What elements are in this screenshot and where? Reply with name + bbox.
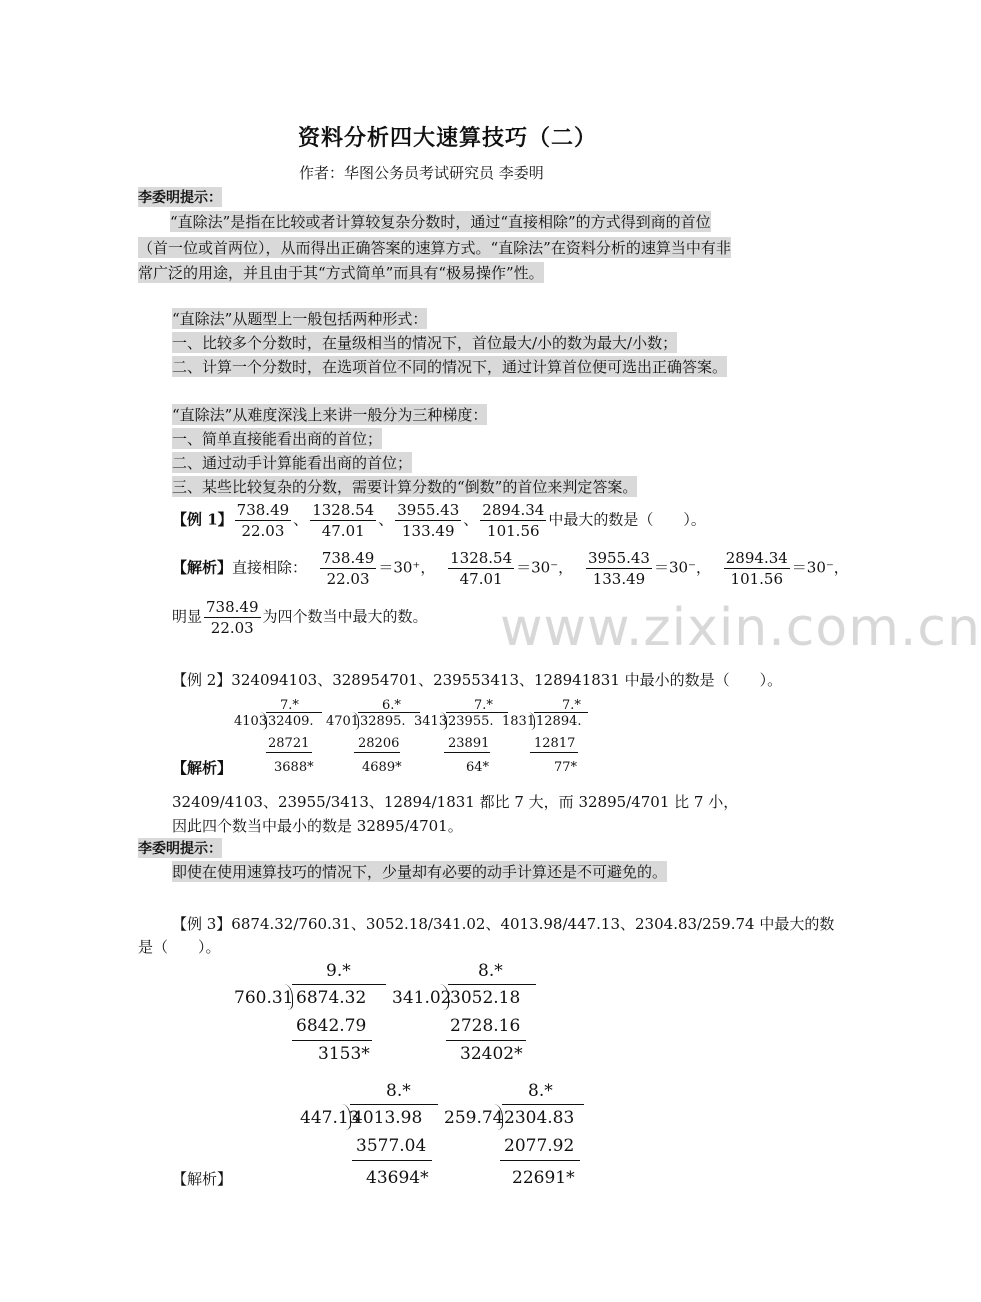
- intro-line-1: “直除法”是指在比较或者计算较复杂分数时，通过“直接相除”的方式得到商的首位: [170, 213, 711, 231]
- fraction: $\frac{2894.34}{101.56}$: [725, 549, 788, 588]
- example-3-question-1: 【例 3】6874.32/760.31、3052.18/341.02、4013.98/447.13、2304.83/259.74 中最大的数: [172, 915, 835, 933]
- example-1-question: 【例 1】 $\frac{738.49}{22.03}$ 、 $\frac{1328.54}{47.01}$ 、 $\frac{3955.43}{133.49}$ 、 $\frac{2894.34}{101.56}$ 中最大的数是（ ）。: [172, 501, 706, 540]
- example-3-analysis-label: 【解析】: [172, 1170, 233, 1188]
- levels-item-1: 一、简单直接能看出商的首位；: [172, 430, 383, 448]
- forms-heading: “直除法”从题型上一般包括两种形式：: [172, 310, 428, 328]
- levels-item-3: 三、某些比较复杂的分数，需要计算分数的“倒数”的首位来判定答案。: [172, 478, 638, 496]
- fraction: $\frac{1328.54}{47.01}$: [450, 549, 513, 588]
- example-3-question-2: 是（ ）。: [138, 938, 221, 956]
- example-1-conclusion: 明显 $\frac{738.49}{22.03}$ 为四个数当中最大的数。: [172, 598, 428, 637]
- fraction: $\frac{3955.43}{133.49}$: [397, 501, 460, 540]
- levels-heading: “直除法”从难度深浅上来讲一般分为三种梯度：: [172, 406, 488, 424]
- fraction: $\frac{1328.54}{47.01}$: [312, 501, 375, 540]
- author-line: 作者：华图公务员考试研究员 李委明: [299, 164, 544, 182]
- fraction: $\frac{738.49}{22.03}$: [321, 549, 375, 588]
- example-2-conclusion-2: 因此四个数当中最小的数是 32895/4701。: [172, 817, 463, 835]
- page-title: 资料分析四大速算技巧（二）: [298, 125, 598, 151]
- example-1-analysis: 【解析】直接相除： $\frac{738.49}{22.03}$ ＝30⁺， $\frac{1328.54}{47.01}$ ＝30⁻， $\frac{3955.43}{133.49}$ ＝30⁻， $\frac{2894.34}{101.56}$ ＝30⁻，: [172, 549, 849, 588]
- tip-label: 李委明提示：: [138, 838, 222, 858]
- fraction: $\frac{738.49}{22.03}$: [206, 598, 259, 637]
- fraction: $\frac{3955.43}{133.49}$: [587, 549, 650, 588]
- example-2-analysis-label: 【解析】: [172, 759, 233, 777]
- watermark: www.zixin.com.cn: [500, 598, 981, 658]
- forms-item-2: 二、计算一个分数时，在选项首位不同的情况下，通过计算首位便可选出正确答案。: [172, 358, 728, 376]
- intro-line-2: （首一位或首两位），从而得出正确答案的速算方式。“直除法”在资料分析的速算当中有非: [138, 239, 731, 257]
- example-2-conclusion-1: 32409/4103、23955/3413、12894/1831 都比 7 大，而 32895/4701 比 7 小，: [172, 793, 739, 811]
- forms-item-1: 一、比较多个分数时，在量级相当的情况下，首位最大/小的数为最大/小数；: [172, 334, 678, 352]
- tip-label: 李委明提示：: [138, 187, 222, 207]
- example-1-label: 【例 1】: [172, 510, 233, 529]
- intro-line-3: 常广泛的用途，并且由于其“方式简单”而具有“极易操作”性。: [138, 264, 544, 282]
- levels-item-2: 二、通过动手计算能看出商的首位；: [172, 454, 413, 472]
- example-2-question: 【例 2】324094103、328954701、239553413、128941831 中最小的数是（ ）。: [172, 671, 783, 689]
- tip-2-text: 即使在使用速算技巧的情况下，少量却有必要的动手计算还是不可避免的。: [172, 863, 668, 881]
- fraction: $\frac{738.49}{22.03}$: [236, 501, 290, 540]
- fraction: $\frac{2894.34}{101.56}$: [482, 501, 545, 540]
